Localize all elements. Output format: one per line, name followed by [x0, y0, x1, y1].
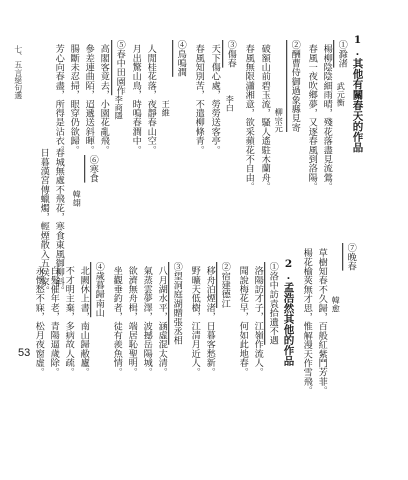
- poem-line: 八月湖水平，涵虛混太清。: [156, 266, 168, 377]
- poem-line: 人閒桂花落，夜靜春山空。: [145, 44, 157, 155]
- poem-line: 春風一夜吹鄉夢，又逐春風到洛陽。: [306, 44, 318, 192]
- poem-heading: ⑤春中田園作: [114, 40, 126, 96]
- poem-line: 春城無處不飛花，寒食東風御柳斜。: [53, 148, 65, 296]
- poem-line: 高閣客竟去，小園花亂飛。: [98, 44, 110, 155]
- poem-heading: ⑦晚春: [345, 243, 357, 271]
- poem-heading: ⑥寒食: [87, 155, 99, 183]
- page-number: 53: [18, 347, 31, 359]
- running-head: 七、五言絕句選: [13, 45, 23, 100]
- poem-line: 聞說梅花早，何如此地春。: [237, 266, 249, 377]
- poem-heading: ④鳥鳴澗: [175, 40, 187, 77]
- poem-line: 移舟泊煙渚，日暮客愁新。: [204, 266, 216, 377]
- poem-author: 李白: [225, 95, 236, 112]
- poem-line: 芳心向春盡，所得是沾衣。: [53, 44, 65, 155]
- section-1-title: 1.其他有關春天的作品: [351, 34, 364, 153]
- poem-heading: ④歲暮歸南山: [93, 262, 105, 318]
- poem-line: 楊花榆莢無才思，惟解漫天作雪飛。: [301, 248, 313, 396]
- poem-author: 李商隱: [114, 95, 125, 120]
- poem-line: 月出驚山鳥，時鳴春澗中。: [130, 44, 142, 155]
- poem-author: 韓翃: [72, 190, 83, 207]
- poem-heading: ②酬曹侍御過象縣見寄: [289, 40, 301, 132]
- poem-author: 柳宗元: [274, 108, 285, 133]
- section-2-title: 2.孟浩然其他的作品: [282, 258, 295, 366]
- poem-line: 破額山前碧玉流，騷人遙駐木蘭舟。: [259, 44, 271, 192]
- poem-heading: ①滁渚: [336, 40, 348, 68]
- poem-line: 永懷愁不寐，松月夜窗虛。: [33, 266, 45, 377]
- poem-author: 韓愈: [331, 296, 342, 313]
- poem-line: 白髮催年老，青陽逼歲除。: [48, 266, 60, 377]
- poem-line: 楊柳陰陰細雨晴，殘花落盡見流鶯。: [321, 44, 333, 192]
- poem-line: 北闕休上書，南山歸敝廬。: [78, 266, 90, 377]
- poem-line: 腸斷未忍掃，眼穿仍欲歸。: [68, 44, 80, 155]
- poem-line: 野曠天低樹，江清月近人。: [189, 266, 201, 377]
- poem-line: 草樹知春不久歸，百般紅紫鬥芳菲。: [316, 248, 328, 396]
- poem-heading: ③望洞庭湖贈張丞相: [171, 262, 183, 345]
- poem-line: 日暮漢宮傳蠟燭，輕煙散入五侯家。: [38, 148, 50, 296]
- poem-heading: ③傷春: [225, 40, 237, 68]
- poem-line: 坐觀垂釣者，徒有羨魚情。: [111, 266, 123, 377]
- poem-line: 春風無限瀟湘意，欲采蘋花不自由。: [243, 44, 255, 192]
- poem-author: 王維: [161, 100, 172, 117]
- poem-line: 欲濟無舟楫，端居恥聖明。: [126, 266, 138, 377]
- poem-line: 氣蒸雲夢澤，波撼岳陽城。: [141, 266, 153, 377]
- poem-heading: ①洛中訪袁拾遺不遇: [267, 262, 279, 345]
- poem-line: 參差連曲陌，迢遞送斜暉。: [83, 44, 95, 155]
- poem-line: 春風知別苦，不遣柳條青。: [193, 44, 205, 155]
- poem-heading: ②宿建德江: [219, 262, 231, 308]
- poem-author: 武元衡: [336, 82, 347, 107]
- poem-line: 洛陽訪才子，江嶺作流人。: [252, 266, 264, 377]
- poem-line: 天下傷心處，勞勞送客亭。: [209, 44, 221, 155]
- poem-line: 不才明主棄，多病故人疏。: [63, 266, 75, 377]
